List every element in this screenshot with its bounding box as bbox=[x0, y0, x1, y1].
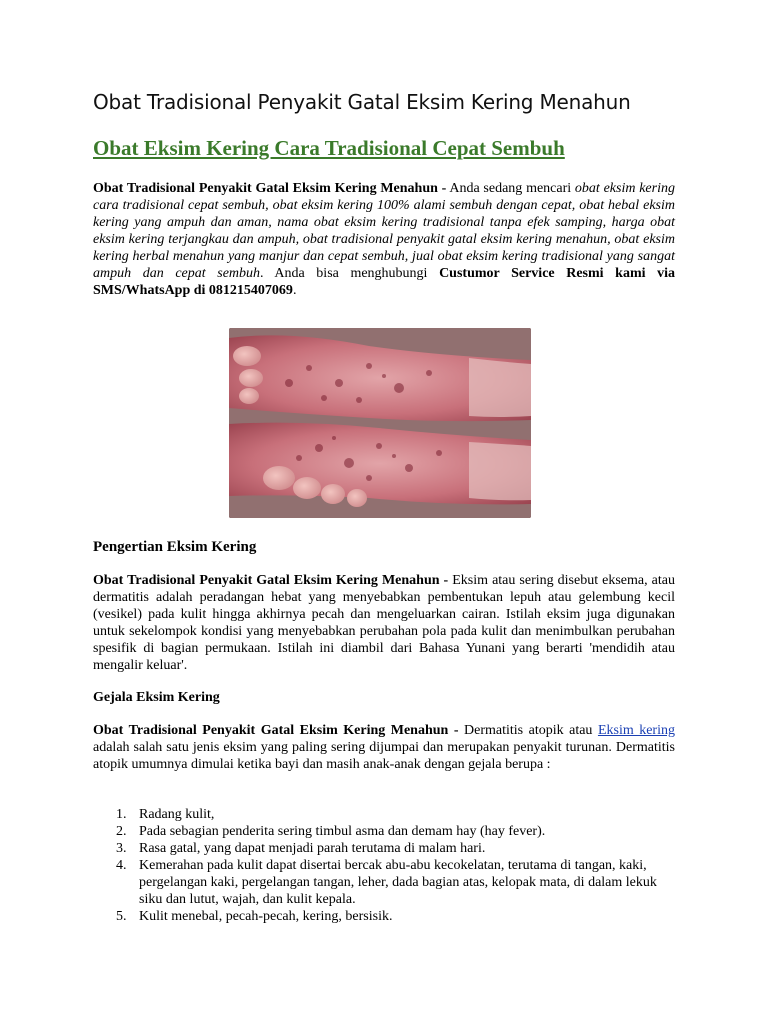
list-text: Rasa gatal, yang dapat menjadi parah terutama di malam hari. bbox=[139, 841, 486, 856]
intro-text-1: Anda sedang mencari bbox=[446, 181, 575, 196]
list-number: 2. bbox=[116, 824, 127, 839]
intro-contact: Custumor Service Resmi kami via SMS/WhatsApp di 081215407069 bbox=[93, 266, 675, 298]
gejala-paragraph bbox=[93, 722, 675, 773]
list-item bbox=[93, 806, 675, 823]
section-heading-pengertian: Pengertian Eksim Kering bbox=[93, 539, 257, 555]
symptom-list bbox=[93, 806, 675, 925]
pengertian-paragraph bbox=[93, 572, 675, 674]
intro-text-3: . bbox=[292, 283, 297, 298]
list-number: 1. bbox=[116, 807, 127, 822]
eksim-kering-link[interactable]: Eksim kering bbox=[597, 723, 675, 738]
list-item bbox=[93, 857, 675, 908]
list-text: Radang kulit, bbox=[139, 807, 215, 822]
intro-lead: Obat Tradisional Penyakit Gatal Eksim Kering Menahun - bbox=[93, 181, 447, 196]
list-number: 4. bbox=[116, 858, 127, 873]
gejala-lead: Obat Tradisional Penyakit Gatal Eksim Kering Menahun - bbox=[93, 723, 459, 738]
intro-paragraph bbox=[93, 180, 675, 299]
document-title: Obat Tradisional Penyakit Gatal Eksim Kering Menahun bbox=[93, 90, 631, 114]
intro-keywords: obat eksim kering cara tradisional cepat sembuh, obat eksim kering 100% alami sembuh dengan cepat, obat hebal eksim kering yang ampuh dan aman, nama obat eksim kering tradisional tanpa efek samping, harga obat eksim kering terjangkau dan ampuh, obat tradisional penyakit gatal eksim kering menahun, obat eksim kering herbal menahun yang manjur dan cepat sembuh, jual obat eksim kering tradisional yang sangat ampuh dan cepat sembuh bbox=[93, 181, 675, 281]
intro-text-2: . Anda bisa menghubungi bbox=[260, 266, 440, 281]
list-number: 5. bbox=[116, 909, 127, 924]
list-item bbox=[93, 840, 675, 857]
pengertian-lead: Obat Tradisional Penyakit Gatal Eksim Kering Menahun - bbox=[93, 573, 449, 588]
gejala-text-1: Dermatitis atopik atau bbox=[458, 723, 598, 738]
gejala-text-2: adalah salah satu jenis eksim yang paling sering dijumpai dan merupakan penyakit turunan. Dermatitis atopik umumnya dimulai ketika bayi dan masih anak-anak dengan gejala berupa : bbox=[93, 740, 675, 772]
list-number: 3. bbox=[116, 841, 127, 856]
section-heading-gejala: Gejala Eksim Kering bbox=[93, 690, 220, 705]
pengertian-body: Eksim atau sering disebut eksema, atau dermatitis adalah peradangan hebat yang menyebabkan pembentukan lepuh atau gelembung kecil (vesikel) pada kulit hingga akhirnya pecah dan mengeluarkan cairan. Istilah eksim juga digunakan untuk sekelompok kondisi yang menyebabkan perubahan pola pada kulit dan menimbulkan perubahan spesifik di bagian permukaan. Istilah ini diambil dari Bahasa Yunani yang berarti 'mendidih atau mengalir keluar'. bbox=[93, 573, 675, 673]
list-item bbox=[93, 823, 675, 840]
list-text: Kulit menebal, pecah-pecah, kering, bersisik. bbox=[139, 909, 393, 924]
eczema-photo bbox=[229, 328, 531, 518]
article-subtitle[interactable]: Obat Eksim Kering Cara Tradisional Cepat Sembuh bbox=[93, 136, 565, 160]
eczema-feet-illustration bbox=[229, 328, 531, 518]
list-item bbox=[93, 908, 675, 925]
list-text: Kemerahan pada kulit dapat disertai bercak abu-abu kecokelatan, terutama di tangan, kaki, pergelangan kaki, pergelangan tangan, leher, dada bagian atas, kelopak mata, di dalam lekuk siku dan lutut, wajah, dan kulit kepala. bbox=[139, 858, 657, 907]
list-text: Pada sebagian penderita sering timbul asma dan demam hay (hay fever). bbox=[139, 824, 546, 839]
